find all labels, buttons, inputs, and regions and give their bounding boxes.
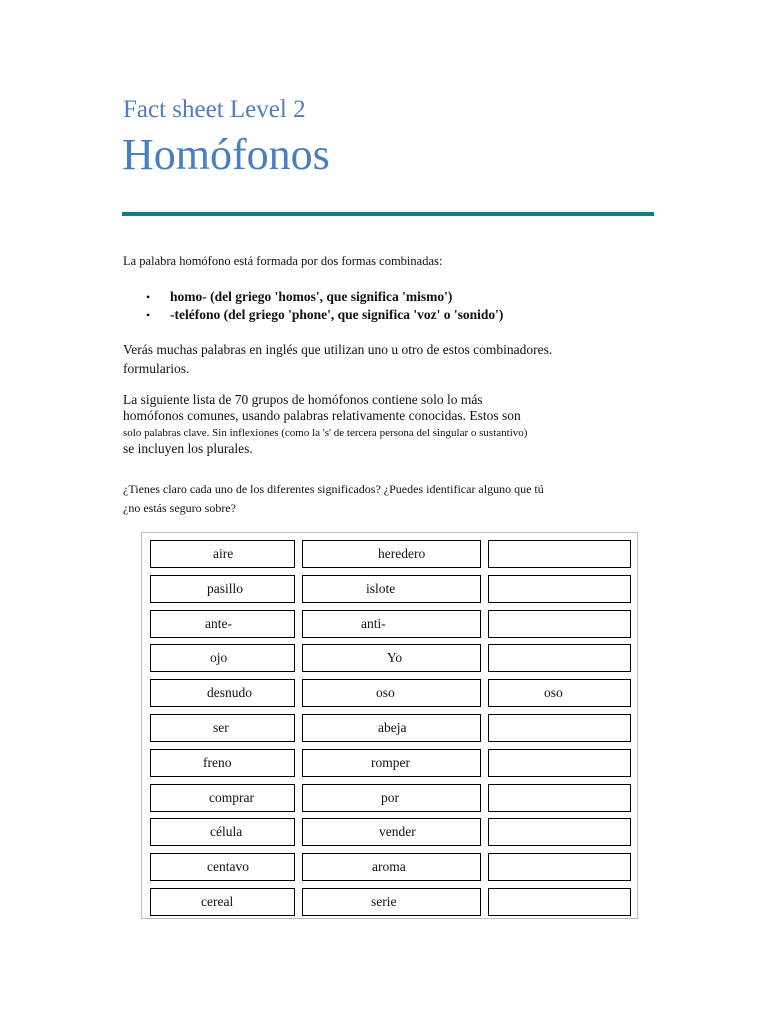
bullet-item-homo: • homo- (del griego 'homos', que significa 'mismo') <box>146 288 503 306</box>
fact-sheet-subtitle: Fact sheet Level 2 <box>123 96 306 123</box>
table-cell <box>150 784 295 812</box>
table-cell-text: islote <box>366 580 396 596</box>
table-cell <box>150 818 295 846</box>
table-cell-text: cereal <box>201 894 234 909</box>
paragraph-list-line2: homófonos comunes, usando palabras relativamente conocidas. Estos son <box>123 408 521 423</box>
table-cell <box>488 679 631 707</box>
table-cell <box>302 749 481 777</box>
table-cell-text: aire <box>213 546 234 561</box>
table-cell <box>302 610 481 638</box>
table-cell <box>150 679 295 707</box>
table-cell <box>488 714 631 742</box>
table-cell <box>302 714 481 742</box>
table-cell <box>302 575 481 603</box>
paragraph-list-line4: se incluyen los plurales. <box>123 441 253 456</box>
table-cell <box>150 610 295 638</box>
table-cell-text: desnudo <box>207 685 252 701</box>
table-cell <box>302 784 481 812</box>
paragraph-combinators <box>123 340 611 378</box>
paragraph-list-description <box>123 392 611 457</box>
table-cell-text: ojo <box>210 650 228 666</box>
table-cell-text: aroma <box>372 859 406 875</box>
table-cell <box>488 888 631 916</box>
table-cell <box>488 784 631 812</box>
intro-paragraph: La palabra homófono está formada por dos formas combinadas: <box>123 254 443 268</box>
table-cell <box>488 575 631 603</box>
table-cell <box>150 644 295 672</box>
table-cell-text: célula <box>210 824 243 840</box>
table-cell-text: comprar <box>209 789 254 805</box>
table-cell <box>302 644 481 672</box>
table-cell <box>488 853 631 881</box>
table-cell <box>302 818 481 846</box>
table-cell <box>302 679 481 707</box>
bullet-item-telefono: • -teléfono (del griego 'phone', que significa 'voz' o 'sonido') <box>146 306 503 324</box>
table-cell-text: Yo <box>387 650 403 666</box>
page-title: Homófonos <box>122 130 330 179</box>
table-cell-text: heredero <box>378 546 426 561</box>
paragraph-question-line1: ¿Tienes claro cada uno de los diferentes significados? ¿Puedes identificar alguno que tú <box>123 482 544 496</box>
table-cell-text: oso <box>544 685 563 701</box>
table-cell-text: por <box>381 789 399 805</box>
table-cell-text: freno <box>203 754 232 770</box>
table-cell-text: serie <box>371 894 397 909</box>
table-cell <box>150 888 295 916</box>
table-cell-text: oso <box>376 685 395 701</box>
table-cell <box>488 818 631 846</box>
table-cell <box>488 540 631 568</box>
paragraph-question-line2: ¿no estás seguro sobre? <box>123 501 236 515</box>
table-cell <box>488 610 631 638</box>
table-cell-text: ante- <box>205 615 232 631</box>
table-cell-text: ser <box>213 720 229 735</box>
table-cell <box>488 644 631 672</box>
table-cell <box>150 540 295 568</box>
title-divider <box>122 212 654 216</box>
table-cell-text: pasillo <box>207 580 243 596</box>
table-cell-text: anti- <box>361 615 386 631</box>
table-cell <box>302 540 481 568</box>
paragraph-combinators-line1: Verás muchas palabras en inglés que utilizan uno u otro de estos combinadores. <box>123 342 553 357</box>
table-cell <box>150 714 295 742</box>
bullet-list <box>146 288 503 324</box>
table-cell <box>150 575 295 603</box>
table-cell <box>488 749 631 777</box>
table-cell <box>150 853 295 881</box>
table-cell-text: centavo <box>207 859 249 875</box>
paragraph-question <box>123 480 611 518</box>
table-cell-text: romper <box>371 754 410 770</box>
table-cell <box>302 853 481 881</box>
paragraph-combinators-line2: formularios. <box>123 361 190 376</box>
table-cell <box>150 749 295 777</box>
paragraph-list-line1: La siguiente lista de 70 grupos de homófonos contiene solo lo más <box>123 392 483 407</box>
table-cell-text: vender <box>379 824 416 840</box>
table-cell-text: abeja <box>378 720 407 735</box>
table-cell <box>302 888 481 916</box>
paragraph-list-line3: solo palabras clave. Sin inflexiones (como la 's' de tercera persona del singular o sustantivo) <box>123 427 528 439</box>
